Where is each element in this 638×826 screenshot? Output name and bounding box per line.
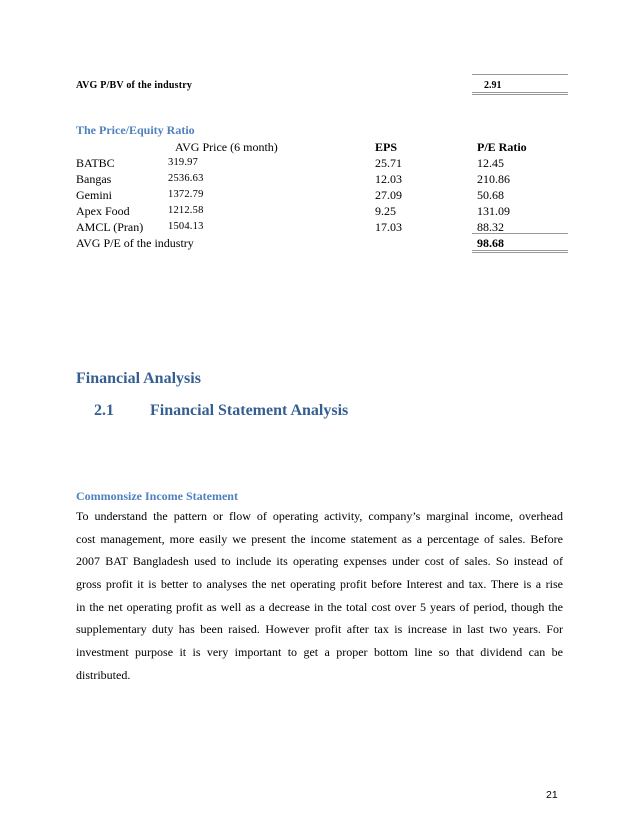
company-name: Bangas [76, 172, 112, 186]
pbv-bottom-rule [472, 92, 568, 93]
pe-avg-top-rule [472, 233, 568, 234]
company-name: Gemini [76, 188, 112, 202]
pe-average-value: 98.68 [477, 236, 504, 250]
paragraph-line: supplementary duty has been raised. However profit after tax is increase in last two years. For [76, 622, 563, 637]
table-row [76, 171, 570, 187]
pbv-top-rule [472, 74, 568, 75]
paragraph-line: cost management, more easily we present the income statement as a percentage of sales. Before [76, 531, 563, 546]
subsection-heading: Financial Statement Analysis [150, 402, 349, 419]
paragraph-line: distributed. [76, 667, 131, 682]
eps-header: EPS [375, 140, 398, 154]
avg-price: 2536.63 [168, 173, 204, 184]
pbv-value: 2.91 [484, 80, 502, 91]
eps-value: 17.03 [375, 220, 402, 234]
paragraph-line: 2007 BAT Bangladesh used to include its operating expenses under cost of sales. So instead of [76, 554, 563, 569]
pe-value: 12.45 [477, 156, 504, 170]
paragraph-line: investment purpose it is very important to get a proper bottom line so that dividend can be [76, 645, 563, 660]
eps-value: 12.03 [375, 172, 402, 186]
avg-price: 1504.13 [168, 221, 204, 232]
company-name: BATBC [76, 156, 115, 170]
eps-value: 25.71 [375, 156, 402, 170]
company-name: AMCL (Pran) [76, 220, 144, 234]
income-statement-paragraph [76, 505, 563, 687]
page-number: 21 [546, 789, 558, 801]
paragraph-line: gross profit it is better to analyses the net operating profit before Interest and tax. There is a rise [76, 577, 563, 592]
paragraph-line: To understand the pattern or flow of operating activity, company’s marginal income, overhead [76, 509, 563, 523]
table-row [76, 203, 570, 219]
eps-value: 9.25 [375, 204, 396, 218]
pe-value: 131.09 [477, 204, 510, 218]
income-statement-title: Commonsize Income Statement [76, 489, 238, 503]
pe-value: 88.32 [477, 220, 504, 234]
paragraph-line: in the net operating profit as well as a decrease in the total cost over 5 years of period, though the [76, 599, 563, 614]
pe-section-title: The Price/Equity Ratio [76, 123, 195, 137]
table-row [76, 187, 570, 203]
pe-avg-bottom-rule-2 [472, 252, 568, 253]
pe-average-row [76, 235, 570, 251]
pbv-bottom-rule-2 [472, 94, 568, 95]
table-row [76, 155, 570, 171]
pe-value: 50.68 [477, 188, 504, 202]
pe-avg-bottom-rule [472, 250, 568, 251]
subsection-number: 2.1 [94, 402, 114, 419]
pe-value: 210.86 [477, 172, 510, 186]
avg-price: 1212.58 [168, 205, 204, 216]
avg-price: 319.97 [168, 157, 199, 168]
pe-header-row [76, 139, 570, 155]
pe-table [76, 139, 570, 251]
pe-average-label: AVG P/E of the industry [76, 236, 194, 250]
section-heading: Financial Analysis [76, 370, 201, 387]
pbv-label: AVG P/BV of the industry [76, 80, 193, 91]
eps-value: 27.09 [375, 188, 402, 202]
pe-header: P/E Ratio [477, 140, 527, 154]
avg-price: 1372.79 [168, 189, 204, 200]
price-header: AVG Price (6 month) [175, 140, 278, 154]
company-name: Apex Food [76, 204, 130, 218]
